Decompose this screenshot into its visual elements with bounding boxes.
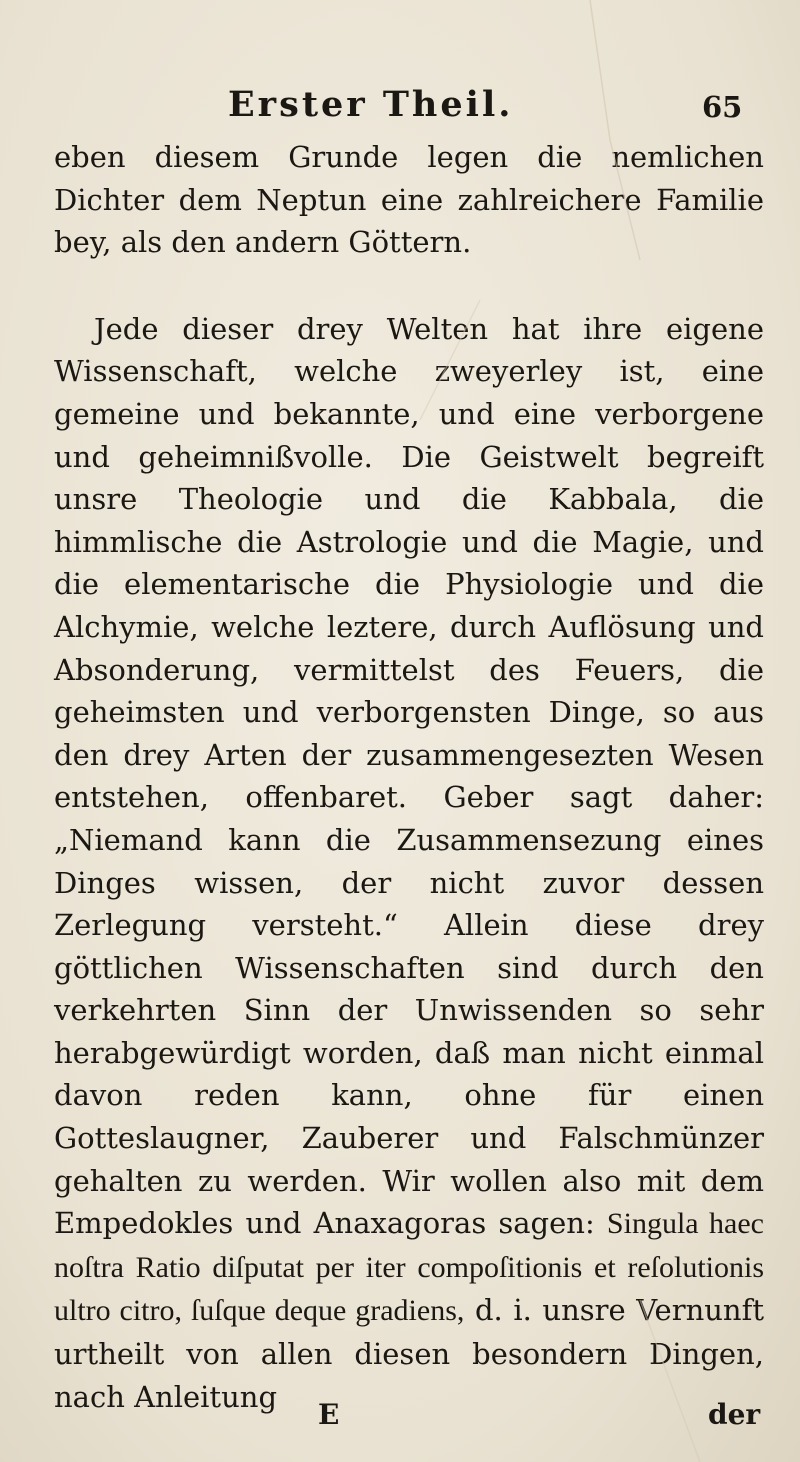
page-footer bbox=[0, 1398, 800, 1438]
running-title: Erster Theil. bbox=[228, 84, 514, 125]
catchword: der bbox=[708, 1398, 761, 1431]
paragraph-1: eben diesem Grunde legen die nemlichen Dichter dem Neptun eine zahlreichere Familie bey, als den andern Göttern. bbox=[54, 140, 764, 260]
body-text bbox=[54, 136, 764, 1418]
page-number: 65 bbox=[702, 90, 743, 124]
paragraph-2-text: Jede dieser drey Welten hat ihre eigene Wissenschaft, welche zweyerley ist, eine gemeine und bekannte, und eine verborgene und geheimnißvolle. Die Geistwelt begreift unsre Theologie und die Kabbala, die himmlische die Astrologie und die Magie, und die elementarische die Physiologie und die Alchymie, welche leztere, durch Auflösung und Absonderung, vermittelst des Feuers, die geheimsten und verborgensten Dinge, so aus den drey Arten der zusammengesezten Wesen entstehen, offenbaret. Geber sagt daher: „Niemand kann die Zusammensezung eines Dinges wissen, der nicht zuvor dessen Zerlegung versteht.“ Allein diese drey göttlichen Wissenschaften sind durch den verkehrten Sinn der Unwissenden so sehr herabgewürdigt worden, daß man nicht einmal davon reden kann, ohne für einen Gotteslaugner, Zauberer und Falschmünzer gehalten zu werden. Wir wollen also mit dem Empedokles und Anaxagoras sagen: bbox=[54, 311, 764, 1241]
signature-mark: E bbox=[318, 1398, 340, 1431]
page-header bbox=[0, 84, 800, 134]
paragraph-2-continuation: d. i. unsre Vernunft urtheilt von allen diesen besondern Dingen, nach Anleitung bbox=[54, 1293, 764, 1414]
paragraph-2 bbox=[54, 308, 764, 1418]
latin-quote: Singula haec noſtra Ratio diſputat per iter compoſitionis et reſolutionis ultro citro, ſuſque deque gradiens, bbox=[54, 1207, 765, 1328]
